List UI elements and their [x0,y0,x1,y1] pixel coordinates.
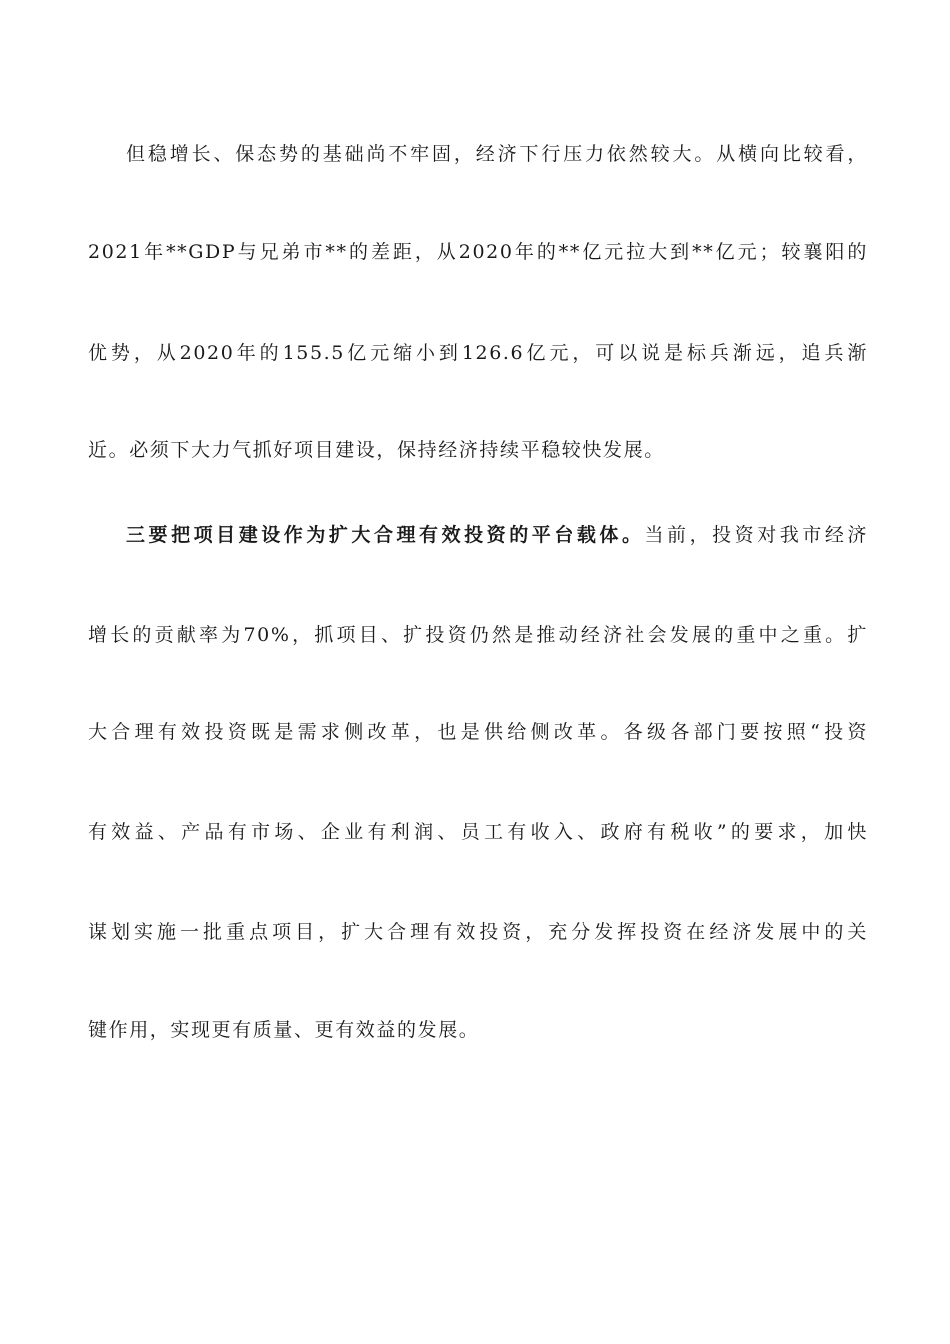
paragraph-2-line-1 [126,523,868,547]
paragraph-2-heading: 三要把项目建设作为扩大合理有效投资的平台载体。 [126,524,645,546]
paragraph-1-line-3: 优势，从2020年的155.5亿元缩小到126.6亿元，可以说是标兵渐远，追兵渐 [88,342,868,364]
paragraph-2-line-2: 增长的贡献率为70%，抓项目、扩投资仍然是推动经济社会发展的重中之重。扩 [88,624,868,646]
paragraph-2-line-5: 谋划实施一批重点项目，扩大合理有效投资，充分发挥投资在经济发展中的关 [88,921,868,943]
paragraph-2-line-3: 大合理有效投资既是需求侧改革，也是供给侧改革。各级各部门要按照“投资 [88,721,868,743]
paragraph-2-line-6: 键作用，实现更有质量、更有效益的发展。 [88,1019,480,1041]
paragraph-1-line-1: 但稳增长、保态势的基础尚不牢固，经济下行压力依然较大。从横向比较看， [126,143,868,165]
paragraph-1-line-2: 2021年**GDP与兄弟市**的差距，从2020年的**亿元拉大到**亿元；较襄阳的 [88,241,868,263]
paragraph-2-line-4: 有效益、产品有市场、企业有利润、员工有收入、政府有税收”的要求，加快 [88,821,868,843]
paragraph-2-first-line-rest: 当前，投资对我市经济 [644,524,868,546]
paragraph-1-line-4: 近。必须下大力气抓好项目建设，保持经济持续平稳较快发展。 [88,439,665,461]
